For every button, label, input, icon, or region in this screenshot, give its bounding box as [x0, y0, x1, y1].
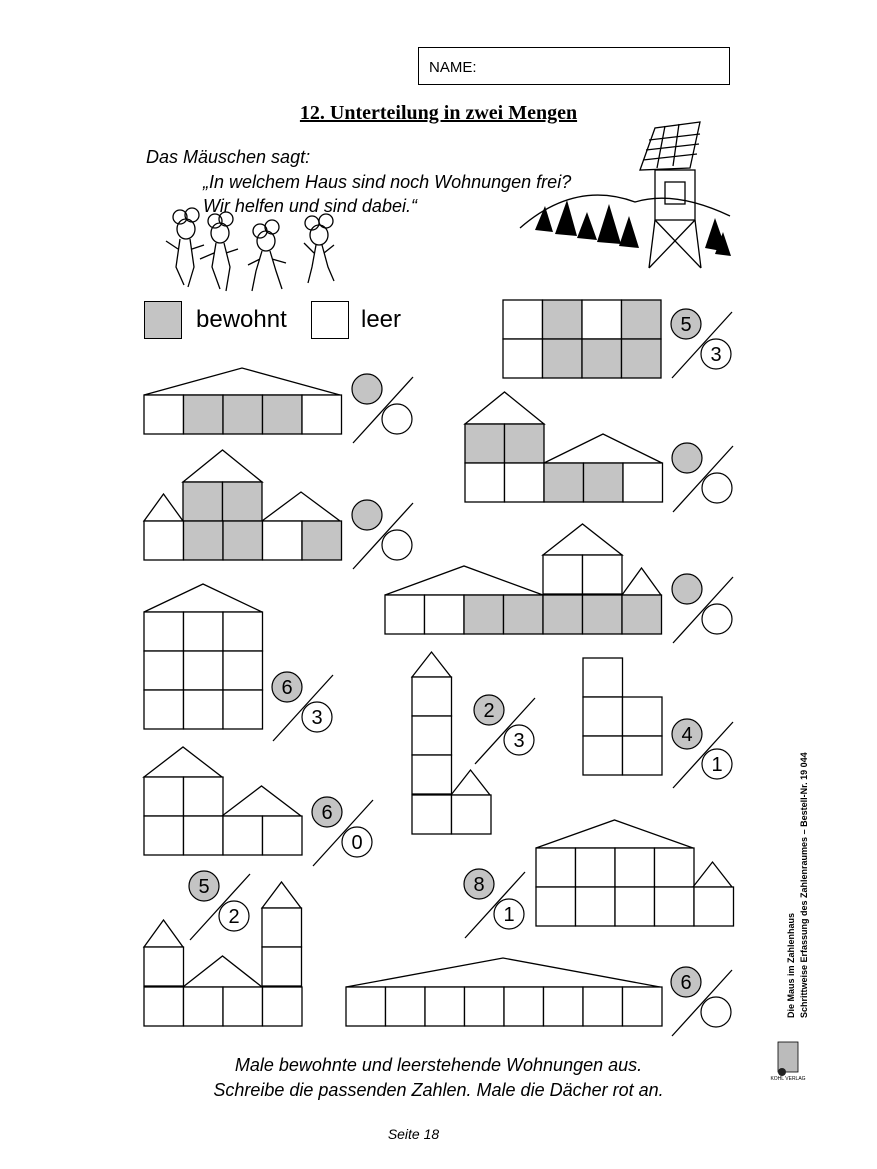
roof [222, 786, 301, 816]
roof [385, 566, 543, 595]
speech-line-1: „In welchem Haus sind noch Wohnungen frei? [203, 172, 572, 192]
occupied-count: 6 [680, 972, 692, 994]
apartment-cell [184, 521, 224, 560]
apartment-cell [412, 795, 452, 834]
empty-count: 2 [228, 906, 240, 928]
apartment-cell [543, 300, 583, 339]
apartment-cell [144, 395, 184, 434]
roof [144, 920, 183, 947]
apartment-cell [582, 339, 622, 378]
apartment-cell [144, 651, 184, 690]
apartment-cell [504, 987, 544, 1026]
occupied-count: 8 [473, 874, 485, 896]
apartment-cell [223, 482, 263, 521]
instruction-line-1: Male bewohnte und leerstehende Wohnungen aus. [234, 1055, 643, 1075]
sidebar-order-info: Schrittweise Erfassung des Zahlenraumes – Bestell-Nr. 19 044 [799, 752, 809, 1018]
empty-count-circle [701, 997, 731, 1027]
apartment-cell [144, 947, 184, 986]
apartment-cell [386, 987, 426, 1026]
apartment-cell [655, 848, 695, 887]
apartment-cell [262, 908, 302, 947]
apartment-cell [543, 595, 583, 634]
apartment-cell [263, 521, 303, 560]
apartment-cell [184, 651, 224, 690]
roof [693, 862, 732, 887]
page-title: 12. Unterteilung in zwei Mengen [299, 102, 578, 124]
roof [543, 524, 622, 555]
apartment-cell [223, 690, 263, 729]
roof [346, 958, 660, 987]
apartment-cell [536, 887, 576, 926]
apartment-cell [346, 987, 386, 1026]
roof [544, 434, 662, 463]
apartment-cell [544, 987, 584, 1026]
apartment-cell [584, 463, 624, 502]
apartment-cell [464, 595, 504, 634]
roof [465, 392, 544, 424]
apartment-cell [425, 987, 465, 1026]
apartment-cell [184, 987, 224, 1026]
occupied-count: 5 [198, 876, 210, 898]
apartment-cell [263, 395, 303, 434]
occupied-count: 6 [281, 677, 293, 699]
apartment-cell [223, 612, 263, 651]
apartment-cell [302, 395, 342, 434]
apartment-cell [183, 482, 223, 521]
apartment-cell [583, 658, 623, 697]
apartment-cell [622, 300, 662, 339]
apartment-cell [694, 887, 734, 926]
apartment-cell [623, 697, 663, 736]
svg-text:KOHL VERLAG: KOHL VERLAG [770, 1076, 806, 1082]
apartment-cell [543, 339, 583, 378]
occupied-count-circle [672, 574, 702, 604]
apartment-cell [622, 595, 662, 634]
occupied-count: 2 [483, 700, 495, 722]
legend-occupied-label: bewohnt [196, 306, 287, 333]
empty-count: 3 [710, 344, 722, 366]
empty-count: 1 [503, 904, 515, 926]
apartment-cell [223, 521, 263, 560]
roof [412, 652, 451, 677]
apartment-cell [184, 816, 224, 855]
apartment-cell [583, 555, 623, 594]
roof [183, 450, 262, 482]
apartment-cell [263, 987, 303, 1026]
roof [451, 770, 490, 795]
roof [144, 494, 183, 521]
name-label: NAME: [429, 59, 477, 76]
roof [144, 747, 222, 777]
empty-count-circle [702, 473, 732, 503]
empty-count: 0 [351, 832, 363, 854]
apartment-cell [583, 595, 623, 634]
occupied-count: 6 [321, 802, 333, 824]
roof [144, 584, 262, 612]
apartment-cell [144, 987, 184, 1026]
roof [144, 368, 340, 395]
sidebar-series-title: Die Maus im Zahlenhaus [786, 912, 796, 1018]
apartment-cell [144, 521, 184, 560]
apartment-cell [622, 339, 662, 378]
apartment-cell [623, 463, 663, 502]
apartment-cell [623, 736, 663, 775]
empty-count-circle [382, 530, 412, 560]
speech-intro: Das Mäuschen sagt: [146, 147, 311, 167]
roof [262, 492, 340, 521]
apartment-cell [452, 795, 492, 834]
roof [262, 882, 301, 908]
roof [622, 568, 661, 595]
instruction-line-2: Schreibe die passenden Zahlen. Male die Dächer rot an. [213, 1080, 664, 1100]
apartment-cell [412, 716, 452, 755]
occupied-count-circle [352, 374, 382, 404]
apartment-cell [184, 395, 224, 434]
occupied-count-circle [672, 443, 702, 473]
apartment-cell [144, 816, 184, 855]
apartment-cell [544, 463, 584, 502]
empty-count: 3 [311, 707, 323, 729]
occupied-count: 4 [681, 724, 693, 746]
apartment-cell [583, 987, 623, 1026]
apartment-cell [583, 736, 623, 775]
speech-line-2: Wir helfen und sind dabei.“ [203, 196, 417, 216]
apartment-cell [582, 300, 622, 339]
apartment-cell [184, 777, 224, 816]
apartment-cell [503, 339, 543, 378]
apartment-cell [505, 463, 545, 502]
apartment-cell [465, 424, 505, 463]
apartment-cell [184, 690, 224, 729]
empty-count-circle [702, 604, 732, 634]
apartment-cell [655, 887, 695, 926]
apartment-cell [184, 612, 224, 651]
apartment-cell [262, 947, 302, 986]
apartment-cell [144, 612, 184, 651]
roof [536, 820, 693, 848]
empty-count: 1 [711, 754, 723, 776]
apartment-cell [144, 777, 184, 816]
apartment-cell [144, 690, 184, 729]
apartment-cell [263, 816, 303, 855]
publisher-logo [770, 1040, 806, 1084]
apartment-cell [504, 595, 544, 634]
apartment-cell [623, 987, 663, 1026]
apartment-cell [536, 848, 576, 887]
apartment-cell [385, 595, 425, 634]
apartment-cell [503, 300, 543, 339]
apartment-cell [412, 755, 452, 794]
legend-empty-label: leer [361, 306, 402, 333]
apartment-cell [505, 424, 545, 463]
apartment-cell [425, 595, 465, 634]
apartment-cell [412, 677, 452, 716]
apartment-cell [465, 987, 505, 1026]
apartment-cell [223, 395, 263, 434]
empty-count: 3 [513, 730, 525, 752]
occupied-count: 5 [680, 314, 692, 336]
apartment-cell [583, 697, 623, 736]
apartment-cell [615, 887, 655, 926]
apartment-cell [543, 555, 583, 594]
apartment-cell [223, 651, 263, 690]
roof [183, 956, 262, 987]
page-number: Seite 18 [387, 1126, 440, 1142]
apartment-cell [576, 887, 616, 926]
apartment-cell [576, 848, 616, 887]
apartment-cell [302, 521, 342, 560]
empty-count-circle [382, 404, 412, 434]
apartment-cell [615, 848, 655, 887]
occupied-count-circle [352, 500, 382, 530]
apartment-cell [223, 816, 263, 855]
apartment-cell [465, 463, 505, 502]
apartment-cell [223, 987, 263, 1026]
